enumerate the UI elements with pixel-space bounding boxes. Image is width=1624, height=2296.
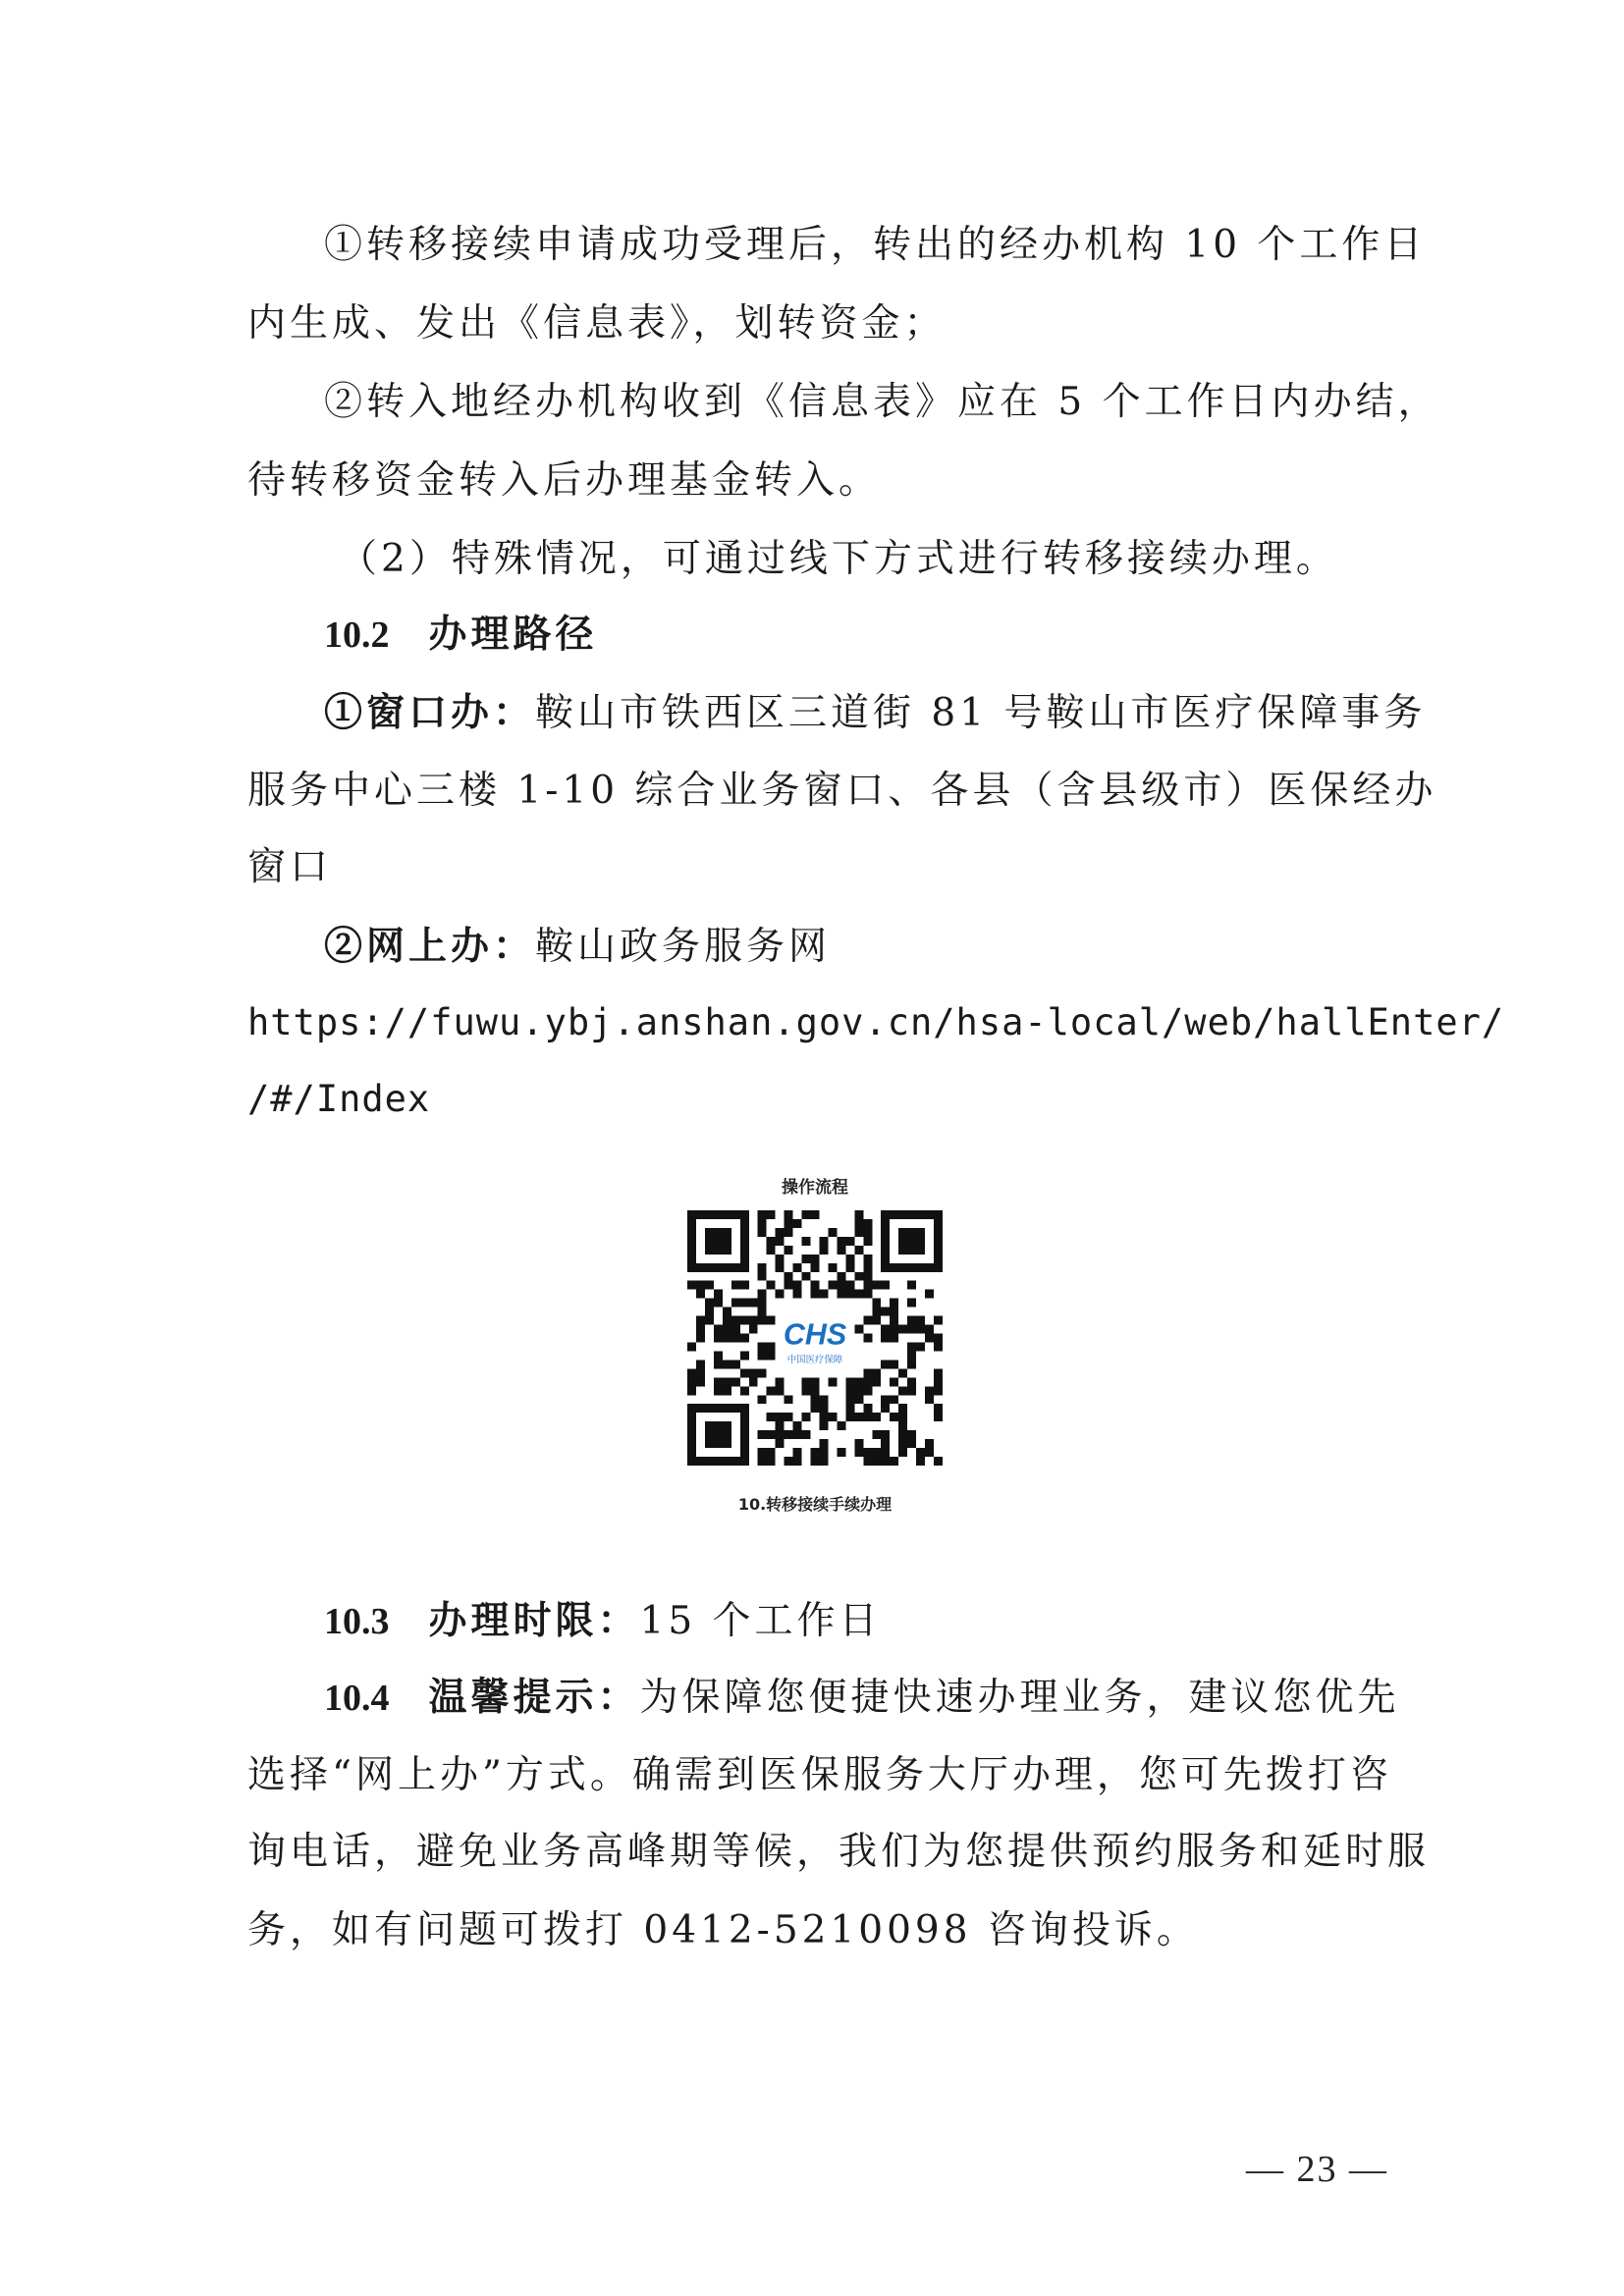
window-address: 鞍山市铁西区三道街 81 号鞍山市医疗保障事务 [535,691,1427,735]
qr-finder-top-right [881,1210,943,1272]
qr-finder-top-left [687,1210,749,1272]
service-url-line[interactable]: https://fuwu.ybj.anshan.gov.cn/hsa-local/web/hallEnter/ [247,1001,1505,1043]
page-number: — 23 — [1246,2149,1388,2190]
paragraph-line: 内生成、发出《信息表》，划转资金； [247,301,947,346]
section-number: 10.2 [324,614,390,656]
processing-time-label: 办理时限： [428,1598,640,1643]
paragraph-line: 服务中心三楼 1-10 综合业务窗口、各县（含县级市）医保经办 [247,769,1437,813]
window-label: ①窗口办： [324,690,536,735]
processing-time-value: 15 个工作日 [639,1599,882,1643]
qr-title: 操作流程 [782,1178,848,1198]
online-site-name: 鞍山政务服务网 [535,925,832,969]
chs-logo-subtext: 中国医疗保障 [786,1355,843,1366]
paragraph-line: 务，如有问题可拨打 0412-5210098 咨询投诉。 [247,1908,1199,1952]
service-url-line[interactable]: /#/Index [247,1078,431,1120]
paragraph-line: 询电话，避免业务高峰期等候，我们为您提供预约服务和延时服 [247,1830,1431,1874]
paragraph-line: ②转入地经办机构收到《信息表》应在 5 个工作日内办结， [324,380,1440,424]
tips-text: 为保障您便捷快速办理业务，建议您优先 [639,1676,1400,1720]
section-number: 10.4 [324,1678,390,1719]
qr-code-image [687,1210,943,1466]
section-heading-10-2 [324,609,1463,661]
chs-logo-text: CHS [783,1317,847,1352]
tips-label: 温馨提示： [428,1675,640,1720]
section-heading-10-4 [324,1672,1463,1724]
online-label: ②网上办： [324,924,536,969]
paragraph-line: （2）特殊情况，可通过线下方式进行转移接续办理。 [339,537,1338,581]
online-service-line [324,921,1463,973]
paragraph-line: 选择“网上办”方式。确需到医保服务大厅办理，您可先拨打咨 [247,1753,1392,1797]
section-title: 办理路径 [428,612,598,657]
chs-logo [780,1303,850,1373]
window-service-line [324,687,1463,739]
qr-caption: 10.转移接续手续办理 [737,1495,893,1514]
paragraph-line: 待转移资金转入后办理基金转入。 [247,458,882,503]
qr-code-block [687,1173,943,1517]
paragraph-line: 窗口 [247,845,333,889]
paragraph-line: ①转移接续申请成功受理后，转出的经办机构 10 个工作日 [324,223,1427,267]
section-heading-10-3 [324,1595,1463,1647]
section-number: 10.3 [324,1601,390,1642]
qr-finder-bottom-left [687,1404,749,1466]
